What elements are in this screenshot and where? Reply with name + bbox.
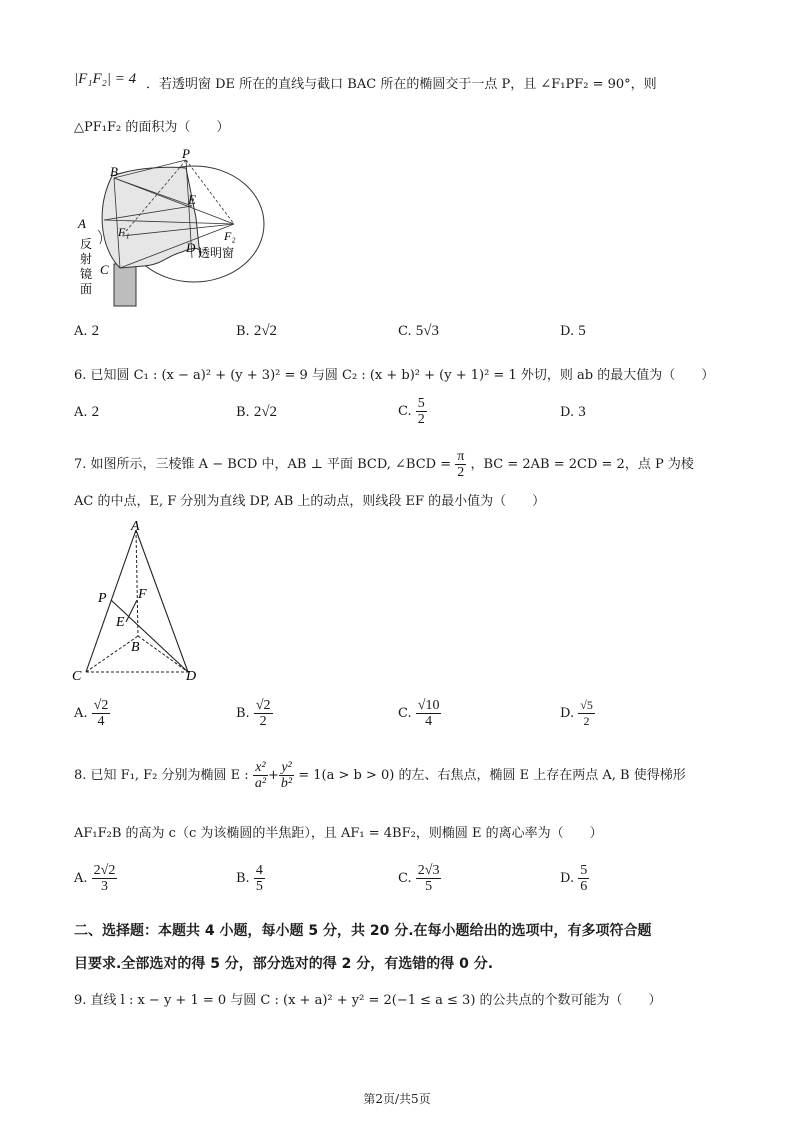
q7-fig-label-p: P (98, 591, 107, 606)
q5-fig-label-e: E (188, 192, 196, 207)
q5-option-d: D. 5 (560, 323, 586, 339)
q5-option-c: C. 5√3 (398, 323, 439, 339)
q5-option-a: A. 2 (74, 323, 100, 339)
q5-fig-label-f1: F₁ (118, 225, 130, 239)
q6-option-c: C. $\frac{5}{2}$ (398, 396, 425, 427)
q9-text: 9. 直线 l : x − y + 1 = 0 与圆 C : (x + a)² + y² = 2(−1 ≤ a ≤ 3) 的公共点的个数可能为（ ） (74, 993, 662, 1008)
q6-option-b: B. 2√2 (236, 404, 278, 420)
q5-fig-stand (114, 264, 136, 306)
q8-line2: AF₁F₂B 的高为 c（c 为该椭圆的半焦距），且 AF₁ = 4BF₂，则椭圆 E 的离心率为（ ） (74, 826, 603, 841)
q7-option-b: B. $\frac{√2}{2}$ (236, 698, 271, 729)
q5-line2: △PF₁F₂ 的面积为（ ） (74, 120, 230, 135)
q8-option-c: C. $\frac{2√3}{5}$ (398, 863, 440, 894)
q5-option-b: B. 2√2 (236, 323, 278, 339)
q8-option-a: A. $\frac{2√2}{3}$ (74, 863, 116, 894)
q7-option-d: D. $\frac{√5}{2}$ (560, 698, 593, 728)
q7-line1: 7. 如图所示，三棱锥 A − BCD 中，AB ⊥ 平面 BCD, ∠BCD = $\frac{\pi}{2}$ ，BC = 2AB = 2CD = 2，点 P 为棱 (74, 449, 694, 480)
q7-fig-label-f: F (138, 587, 147, 602)
q6-text: 6. 已知圆 C₁ : (x − a)² + (y + 3)² = 9 与圆 C₂ : (x + b)² + (y + 1)² = 1 外切，则 ab 的最大值为（ ） (74, 368, 715, 383)
q5-fig-label-p: P (182, 148, 190, 161)
q7-fig-label-a: A (131, 519, 140, 534)
q6-option-d: D. 3 (560, 404, 586, 420)
q5-fig-cn-window: 透明窗 (198, 246, 235, 260)
q5-fig-cn-2: 射 (80, 252, 93, 266)
q7-fig-label-d: D (186, 669, 197, 684)
q7-fig-label-b: B (131, 640, 140, 655)
section2-heading-line2: 目要求.全部选对的得 5 分，部分选对的得 2 分，有选错的得 0 分. (74, 956, 494, 972)
q5-fig-cn-1: 反 (80, 237, 93, 251)
q5-fig-label-b: B (110, 164, 118, 179)
q7-option-a: A. $\frac{√2}{4}$ (74, 698, 109, 729)
q5-fig-cn-4: 面 (80, 282, 93, 296)
q5-fig-label-a: A (78, 216, 86, 231)
q5-line1-text: ．若透明窗 DE 所在的直线与截口 BAC 所在的椭圆交于一点 P，且 ∠F₁PF₂ = 90°，则 (146, 77, 657, 92)
q7-fig-label-c: C (72, 669, 82, 684)
q5-figure (74, 148, 274, 308)
q8-option-d: D. $\frac{5}{6}$ (560, 863, 588, 894)
q5-fig-cn-3: 镜 (80, 267, 93, 281)
q7-line2: AC 的中点，E, F 分别为直线 DP, AB 上的动点，则线段 EF 的最小值为（ ） (74, 494, 546, 509)
q8-option-b: B. $\frac{4}{5}$ (236, 863, 263, 894)
page-footer: 第2页/共5页 (363, 1092, 431, 1106)
q5-line1-math: |F₁F₂| = 4 (74, 71, 137, 87)
q8-line1: 8. 已知 F₁, F₂ 分别为椭圆 E : $\frac{\text{x²}}{\text{a²}}$ + $\frac{\text{y²}}{\text{b²}}$ = 1(a > b > 0) 的左、右焦点，椭圆 E 上存在两点 A, B 使得梯形 (74, 760, 686, 791)
q5-fig-label-c: C (100, 262, 109, 277)
q7-fig-label-e: E (116, 615, 125, 630)
q6-option-a: A. 2 (74, 404, 100, 420)
q7-option-c: C. $\frac{√10}{4}$ (398, 698, 440, 729)
q5-fig-label-d: D (186, 240, 196, 255)
q7-figure (70, 518, 210, 684)
q5-fig-label-f2: F₂ (224, 229, 236, 243)
section2-heading-line1: 二、选择题：本题共 4 小题，每小题 5 分，共 20 分.在每小题给出的选项中，有多项符合题 (74, 923, 652, 939)
